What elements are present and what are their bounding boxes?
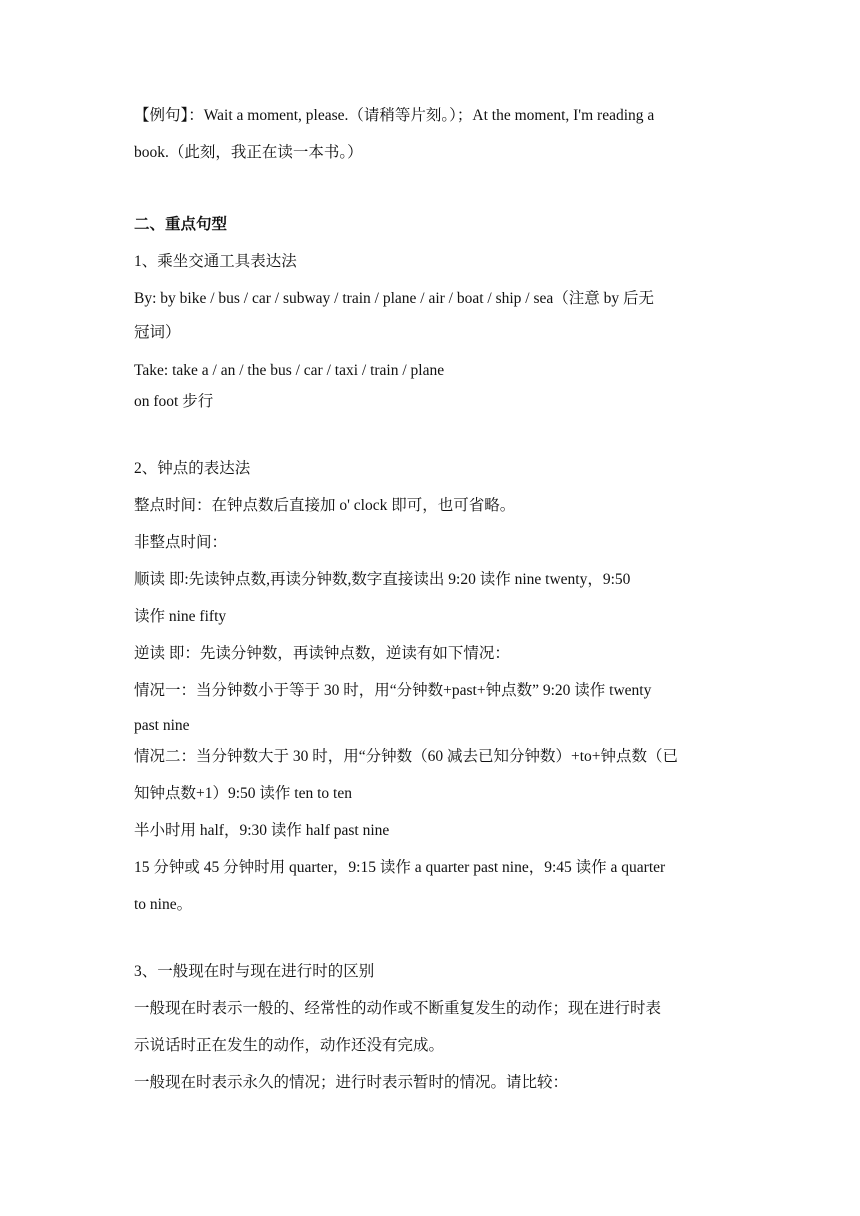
clock-direct-line-1: 顺读 即:先读钟点数,再读分钟数,数字直接读出 9:20 读作 nine twenty，9:50	[134, 571, 631, 588]
clock-case2-line-1: 情况二：当分钟数大于 30 时，用“分钟数（60 减去已知分钟数）+to+钟点数（已	[134, 748, 679, 765]
tense-line-2: 示说话时正在发生的动作，动作还没有完成。	[134, 1037, 445, 1054]
clock-non-whole-hour: 非整点时间：	[134, 534, 228, 551]
clock-reverse-line: 逆读 即：先读分钟数，再读钟点数，逆读有如下情况：	[134, 645, 510, 662]
clock-quarter-line-2: to nine。	[134, 896, 193, 913]
clock-direct-line-2: 读作 nine fifty	[134, 608, 227, 625]
clock-case2-line-2: 知钟点数+1）9:50 读作 ten to ten	[134, 785, 352, 802]
tense-line-3: 一般现在时表示永久的情况；进行时表示暂时的情况。请比较：	[134, 1074, 569, 1091]
clock-whole-hour: 整点时间：在钟点数后直接加 o' clock 即可，也可省略。	[134, 497, 516, 514]
example-sentence-line-1: 【例句】：Wait a moment, please.（请稍等片刻。）；At the moment, I'm reading a	[134, 107, 655, 124]
transport-title: 1、乘坐交通工具表达法	[134, 253, 297, 270]
transport-by-line-2: 冠词）	[134, 324, 181, 341]
tense-line-1: 一般现在时表示一般的、经常性的动作或不断重复发生的动作；现在进行时表	[134, 1000, 662, 1017]
clock-half-hour: 半小时用 half，9:30 读作 half past nine	[134, 822, 390, 839]
transport-by-line-1: By: by bike / bus / car / subway / train / plane / air / boat / ship / sea（注意 by 后无	[134, 290, 655, 307]
example-sentence-line-2: book.（此刻，我正在读一本书。）	[134, 144, 363, 161]
clock-case1-line-1: 情况一：当分钟数小于等于 30 时，用“分钟数+past+钟点数” 9:20 读作 twenty	[134, 682, 652, 699]
section-heading: 二、重点句型	[134, 216, 228, 233]
clock-quarter-line-1: 15 分钟或 45 分钟时用 quarter，9:15 读作 a quarter past nine，9:45 读作 a quarter	[134, 859, 666, 876]
transport-on-foot-line: on foot 步行	[134, 393, 214, 410]
transport-take-line: Take: take a / an / the bus / car / taxi / train / plane	[134, 362, 445, 379]
tense-title: 3、一般现在时与现在进行时的区别	[134, 963, 375, 980]
clock-case1-line-2: past nine	[134, 717, 190, 734]
clock-title: 2、钟点的表达法	[134, 460, 251, 477]
